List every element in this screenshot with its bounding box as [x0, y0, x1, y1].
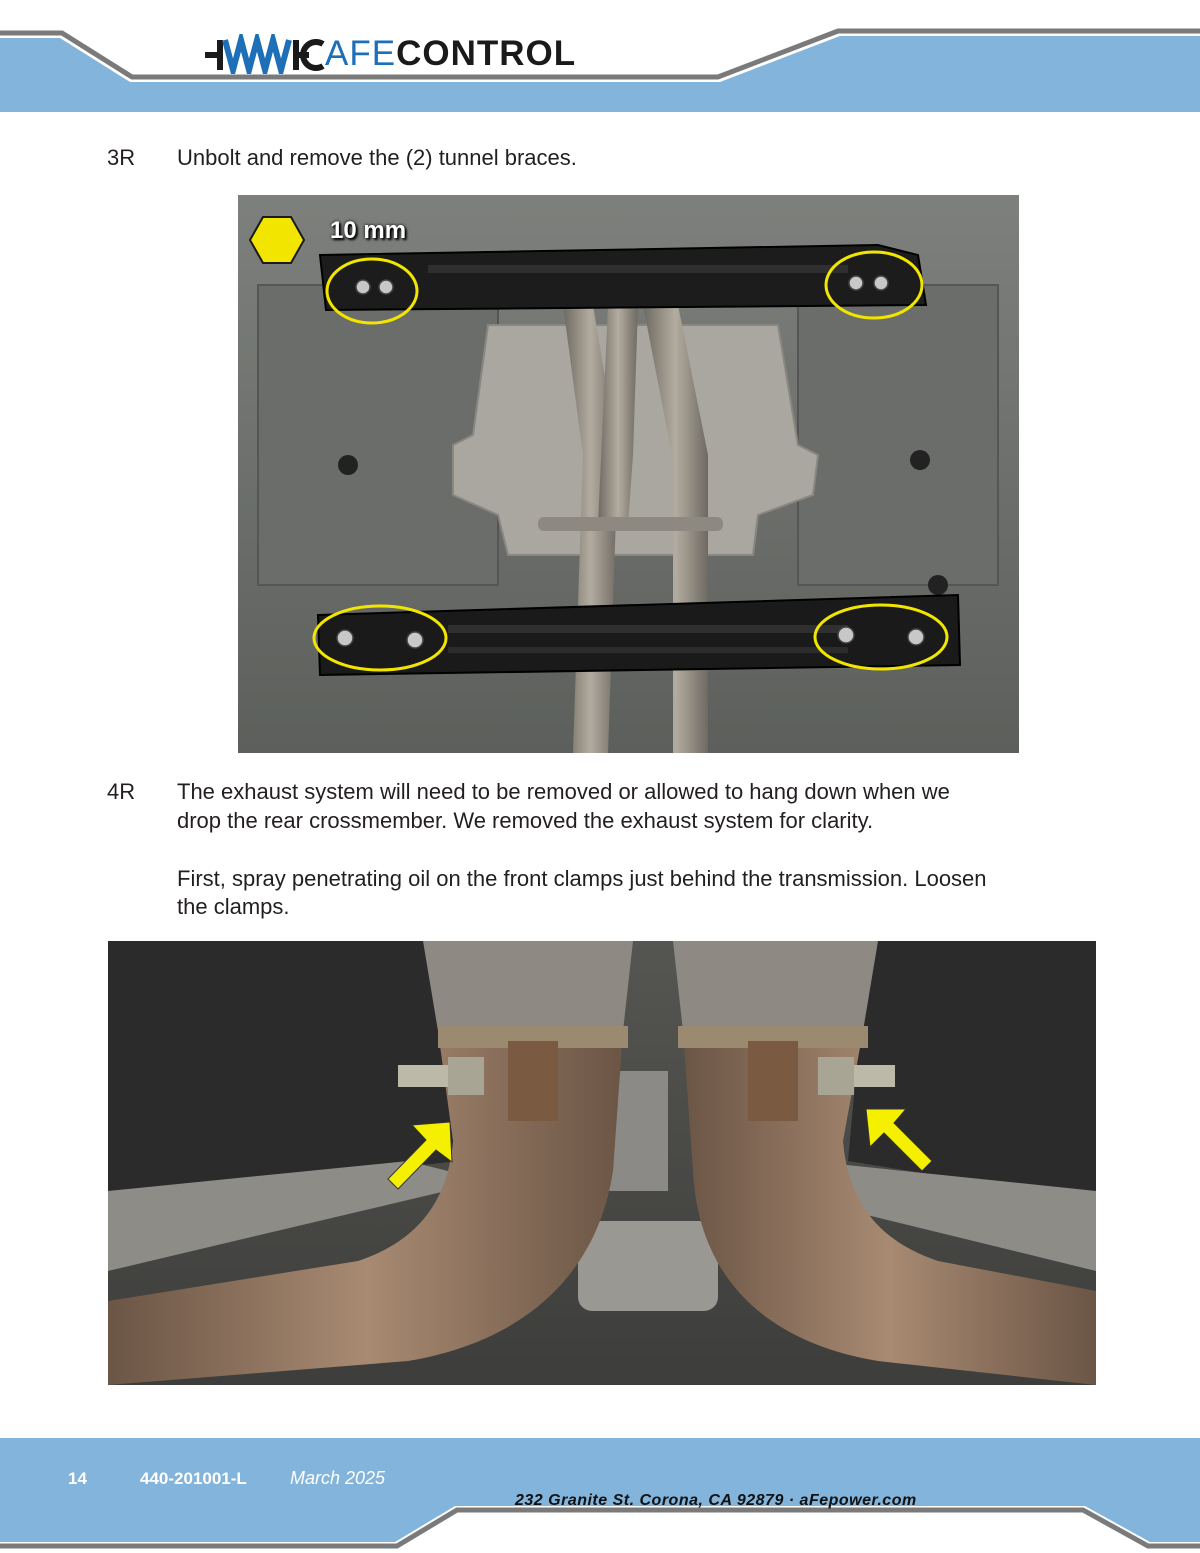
right-arrow-icon	[856, 1101, 936, 1181]
step-4r-line-2: drop the rear crossmember. We removed the exhaust system for clarity.	[177, 808, 874, 833]
part-number: 440-201001-L	[140, 1469, 247, 1488]
header-band	[0, 0, 1200, 120]
page-number: 14	[68, 1469, 87, 1488]
exhaust-clamps-illustration	[108, 941, 1096, 1385]
logo-mark-icon	[205, 34, 325, 74]
brand-prefix: AFE	[325, 34, 397, 73]
step-number-3r: 3R	[107, 145, 136, 170]
wrench-size-callout: 10 mm	[330, 217, 407, 244]
step-3r-text: Unbolt and remove the (2) tunnel braces.	[177, 145, 577, 170]
step-4r-line-1: The exhaust system will need to be removed or allowed to hang down when we	[177, 779, 950, 804]
step-4r-line-4: the clamps.	[177, 894, 290, 919]
tunnel-braces-photo	[238, 195, 1019, 753]
company-address: 232 Granite St. Corona, CA 92879 · aFepower.com	[515, 1492, 917, 1509]
brand-name	[325, 32, 576, 76]
afe-control-logo	[205, 32, 576, 76]
step-4r-line-3: First, spray penetrating oil on the front clamps just behind the transmission. Loosen	[177, 866, 987, 891]
step-number-4r: 4R	[107, 779, 136, 804]
left-arrow-icon	[380, 1117, 460, 1197]
brand-suffix: CONTROL	[396, 34, 577, 73]
publication-date: March 2025	[290, 1468, 386, 1488]
exhaust-clamps-photo	[108, 941, 1096, 1385]
tunnel-braces-illustration	[238, 195, 1019, 753]
